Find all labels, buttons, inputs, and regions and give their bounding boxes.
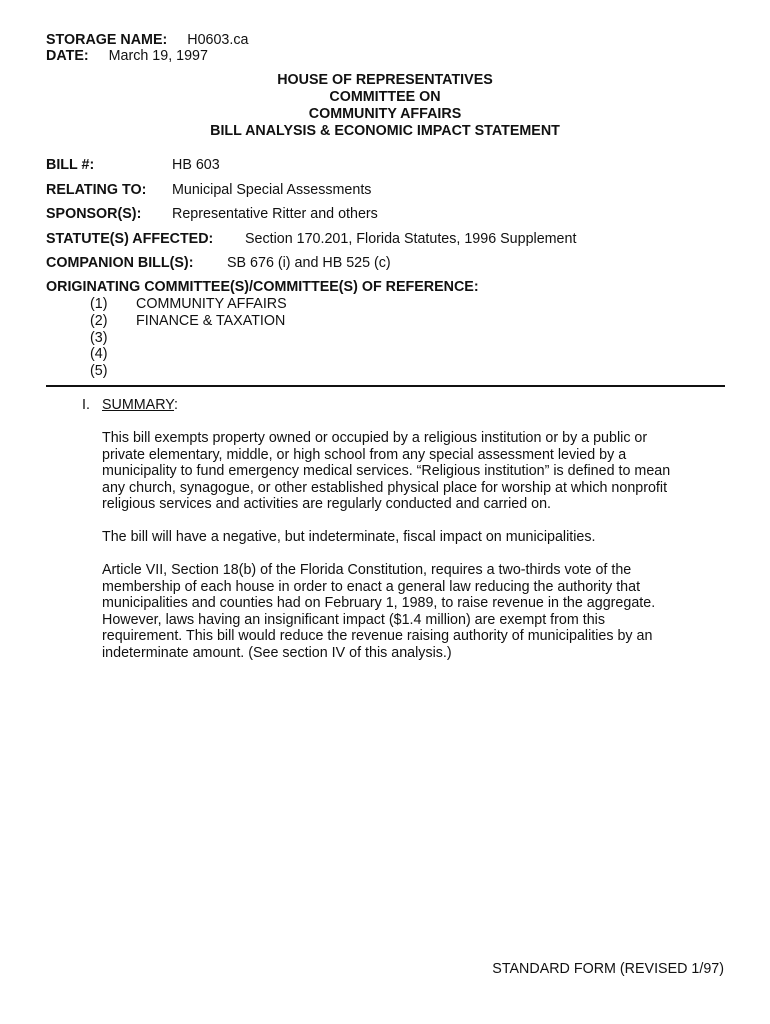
text-line: religious services and activities are regularly conducted and carried on.	[102, 496, 551, 513]
summary-numeral: I.	[82, 397, 90, 413]
bill-number-label: BILL #:	[46, 157, 95, 173]
relating-to-label: RELATING TO:	[46, 182, 147, 198]
sponsor-label: SPONSOR(S):	[46, 206, 142, 222]
text-line: The bill will have a negative, but indeterminate, fiscal impact on municipalities.	[102, 529, 596, 545]
committees-label: ORIGINATING COMMITTEE(S)/COMMITTEE(S) OF REFERENCE:	[46, 279, 479, 295]
storage-name-label: STORAGE NAME	[46, 32, 163, 48]
committee-number: (1)	[90, 296, 108, 312]
title-line-1: HOUSE OF REPRESENTATIVES	[277, 72, 493, 88]
text-line: Article VII, Section 18(b) of the Florida Constitution, requires a two-thirds vote of the	[102, 562, 632, 578]
text-line: However, laws having an insignificant impact ($1.4 million) are exempt from this	[102, 611, 605, 628]
committee-number: (2)	[90, 313, 108, 329]
summary-heading: SUMMARY:	[102, 397, 179, 413]
committee-name: FINANCE & TAXATION	[136, 313, 286, 329]
text-line: This bill exempts property owned or occupied by a religious institution or by a public or	[102, 430, 648, 446]
text-line: municipalities and counties had on February 1, 1989, to raise revenue in the aggregate.	[102, 595, 656, 612]
text-line: requirement. This bill would reduce the revenue raising authority of municipalities by an	[102, 628, 653, 645]
date-label: DATE	[46, 48, 84, 64]
bill-number-value: HB 603	[172, 157, 220, 173]
storage-name-value: H0603.ca	[187, 32, 249, 48]
text-line: any church, synagogue, or other established physical place for worship at which nonprofit	[102, 479, 668, 496]
committee-name: COMMUNITY AFFAIRS	[136, 296, 287, 312]
text-line: municipality to fund emergency medical services. “Religious institution” is defined to mean	[102, 463, 671, 480]
title-line-4: BILL ANALYSIS & ECONOMIC IMPACT STATEMENT	[210, 123, 560, 139]
text-line: indeterminate amount. (See section IV of this analysis.)	[102, 644, 452, 661]
statutes-affected-label: STATUTE(S) AFFECTED:	[46, 231, 214, 247]
relating-to-value: Municipal Special Assessments	[172, 182, 372, 198]
section-divider	[46, 385, 725, 387]
date-value: March 19, 1997	[108, 48, 208, 64]
committee-number: (3)	[90, 330, 108, 346]
committee-number: (5)	[90, 363, 108, 379]
storage-name-line: STORAGE NAME: H0603.ca	[46, 32, 249, 48]
form-footer: STANDARD FORM (REVISED 1/97)	[492, 961, 724, 977]
text-line: membership of each house in order to enact a general law reducing the authority that	[102, 578, 641, 595]
summary-paragraph-2	[102, 529, 742, 546]
date-line: DATE: March 19, 1997	[46, 48, 208, 64]
summary-paragraph-1	[102, 430, 742, 513]
statutes-affected-value: Section 170.201, Florida Statutes, 1996 Supplement	[245, 231, 577, 247]
companion-bills-value: SB 676 (i) and HB 525 (c)	[227, 255, 391, 271]
committee-number: (4)	[90, 346, 108, 362]
summary-paragraph-3	[102, 562, 742, 662]
text-line: private elementary, middle, or high school from any special assessment levied by a	[102, 446, 627, 463]
title-line-2: COMMITTEE ON	[329, 89, 441, 105]
companion-bills-label: COMPANION BILL(S):	[46, 255, 194, 271]
title-line-3: COMMUNITY AFFAIRS	[308, 106, 462, 122]
sponsor-value: Representative Ritter and others	[172, 206, 378, 222]
